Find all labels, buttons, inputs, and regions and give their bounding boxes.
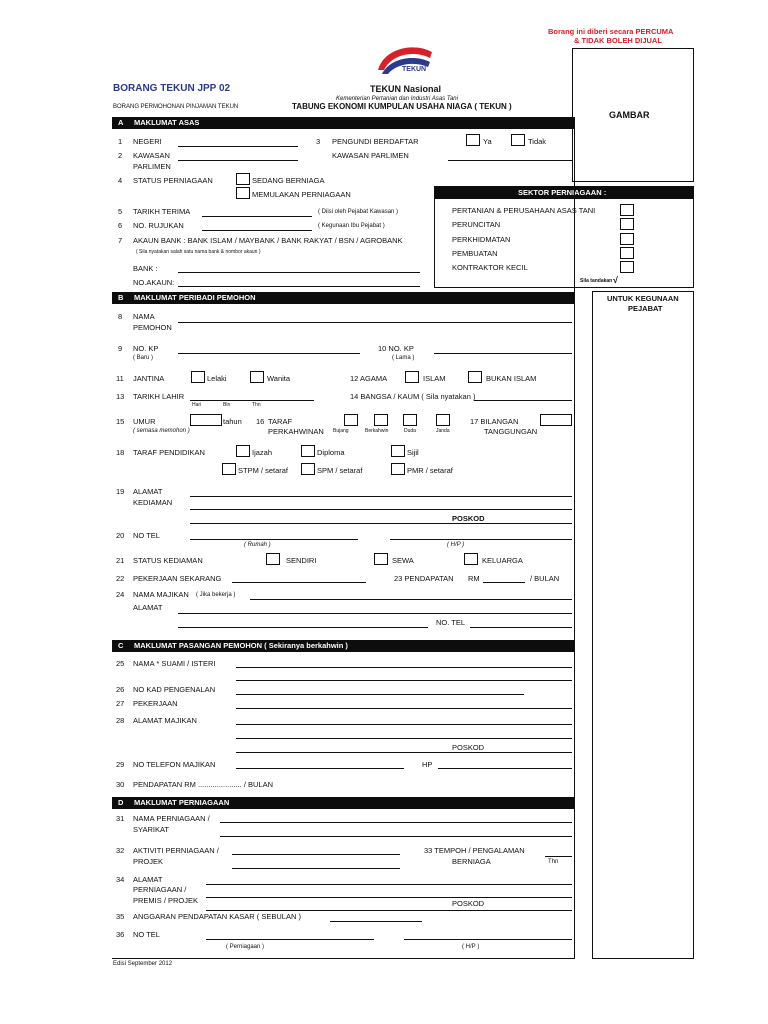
tarikh-terima-label: TARIKH TERIMA — [133, 207, 191, 216]
section-title: MAKLUMAT PERNIAGAAN — [134, 798, 230, 807]
stpm-label: STPM / setaraf — [238, 466, 289, 475]
diploma-label: Diploma — [317, 448, 345, 457]
item-number: 8 — [118, 312, 123, 321]
rujukan-label: NO. RUJUKAN — [133, 221, 184, 230]
tempoh-label: 33 TEMPOH / PENGALAMAN — [424, 846, 525, 855]
ijazah-label: Ijazah — [252, 448, 273, 457]
photo-box[interactable] — [572, 48, 694, 182]
rm-label: RM — [468, 574, 480, 583]
item-number: 6 — [118, 221, 123, 230]
poskod-perniagaan-label: POSKOD — [452, 899, 485, 908]
pengundi-label: PENGUNDI BERDAFTAR — [332, 137, 419, 146]
office-use-label: UNTUK KEGUNAAN — [607, 294, 679, 303]
nama-perniagaan-label: NAMA PERNIAGAAN / — [133, 814, 210, 823]
item-number: 27 — [116, 699, 125, 708]
perniagaan-label: PERNIAGAAN / — [133, 885, 187, 894]
nokp-label: NO. KP — [133, 344, 159, 353]
item-number: 13 — [116, 392, 125, 401]
kawasan-label: KAWASAN — [133, 151, 170, 160]
islam-label: ISLAM — [423, 374, 446, 383]
edition-label: Edisi September 2012 — [113, 961, 173, 967]
item-number: 26 — [116, 685, 125, 694]
item-number: 24 — [116, 590, 125, 599]
sendiri-label: SENDIRI — [286, 556, 317, 565]
tick-mark-icon: √ — [613, 275, 618, 285]
alamat-label: ALAMAT — [133, 487, 163, 496]
sektor-peruncitan-checkbox[interactable] — [620, 218, 634, 230]
thn-label: Thn — [252, 402, 261, 408]
tekun-logo — [374, 40, 436, 84]
hp-perniagaan-note: ( H/P ) — [462, 944, 480, 950]
section-letter: C — [118, 641, 124, 650]
baru-note: ( Baru ) — [133, 355, 154, 361]
sektor-title: SEKTOR PERNIAGAAN : — [518, 188, 607, 197]
spm-label: SPM / setaraf — [317, 466, 363, 475]
no-tel-label: NO. TEL — [436, 618, 466, 627]
item-number: 19 — [116, 487, 125, 496]
photo-label: GAMBAR — [609, 110, 650, 120]
berniaga-label: BERNIAGA — [452, 857, 491, 866]
item-number: 29 — [116, 760, 125, 769]
item-number: 32 — [116, 846, 125, 855]
tarikh-lahir-label: TARIKH LAHIR — [133, 392, 185, 401]
umur-label: UMUR — [133, 417, 156, 426]
item-number: 30 — [116, 780, 125, 789]
item-number: 15 — [116, 417, 125, 426]
bujang-label: Bujang — [333, 428, 349, 434]
section-title: MAKLUMAT PERIBADI PEMOHON — [134, 293, 256, 302]
kegunaan-note: ( Kegunaan Ibu Pejabat ) — [318, 223, 385, 229]
form-code: BORANG TEKUN JPP 02 — [113, 83, 231, 94]
memulakan-label: MEMULAKAN PERNIAGAAN — [252, 190, 351, 199]
sektor-pembuatan-checkbox[interactable] — [620, 247, 634, 259]
org-name: TEKUN Nasional — [370, 84, 442, 94]
item-number: 34 — [116, 875, 125, 884]
sektor-perkhidmatan-checkbox[interactable] — [620, 233, 634, 245]
item-number: 2 — [118, 151, 123, 160]
janda-label: Janda — [436, 428, 450, 434]
hp-note: ( H/P ) — [447, 542, 465, 548]
diisi-note: ( Diisi oleh Pejabat Kawasan ) — [318, 209, 399, 215]
kad-label: NO KAD PENGENALAN — [133, 685, 216, 694]
negeri-label: NEGERI — [133, 137, 162, 146]
akaun-label: AKAUN BANK : BANK ISLAM / MAYBANK / BANK RAKYAT / BSN / AGROBANK — [133, 236, 403, 245]
alamat-majikan-pasangan-label: ALAMAT MAJIKAN — [133, 716, 197, 725]
no-akaun-label: NO.AKAUN: — [133, 278, 175, 287]
sektor-kontraktor: KONTRAKTOR KECIL — [452, 263, 528, 272]
sektor-kontraktor-checkbox[interactable] — [620, 261, 634, 273]
parlimen-label: PARLIMEN — [133, 162, 171, 171]
item-number: 7 — [118, 236, 123, 245]
bangsa-label: 14 BANGSA / KAUM ( Sila nyatakan ) — [350, 392, 476, 401]
pendidikan-label: TARAF PENDIDIKAN — [133, 448, 205, 457]
status-label: STATUS PERNIAGAAN — [133, 176, 213, 185]
sektor-perkhidmatan: PERKHIDMATAN — [452, 235, 511, 244]
section-letter: A — [118, 118, 124, 127]
nama-label: NAMA — [133, 312, 155, 321]
sektor-pembuatan: PEMBUATAN — [452, 249, 498, 258]
notice-not-for-sale: & TIDAK BOLEH DIJUAL — [574, 36, 662, 45]
semasa-note: ( semasa memohon ) — [133, 428, 190, 434]
thn-unit-label: Thn — [548, 859, 559, 865]
aktiviti-label: AKTIVITI PERNIAGAAN / — [133, 846, 219, 855]
bilangan-label: 17 BILANGAN — [470, 417, 519, 426]
berkahwin-label: Berkahwin — [365, 428, 389, 434]
projek-label: PROJEK — [133, 857, 164, 866]
lelaki-label: Lelaki — [207, 374, 227, 383]
pendapatan-label: 23 PENDAPATAN — [394, 574, 454, 583]
item-number: 5 — [118, 207, 123, 216]
nama-pasangan-label: NAMA * SUAMI / ISTERI — [133, 659, 216, 668]
notice-free: Borang ini diberi secara PERCUMA — [548, 27, 674, 36]
agama-label: 12 AGAMA — [350, 374, 388, 383]
fund-name: TABUNG EKONOMI KUMPULAN USAHA NIAGA ( TEKUN ) — [292, 102, 512, 111]
office-use-column — [592, 291, 694, 959]
item-number: 35 — [116, 912, 125, 921]
nokp-lama-label: 10 NO. KP — [378, 344, 414, 353]
alamat-perniagaan-label: ALAMAT — [133, 875, 163, 884]
akaun-note: ( Sila nyatakan salah satu nama bank & nombor akaun ) — [136, 249, 261, 255]
item-number: 20 — [116, 531, 125, 540]
hp-pasangan-label: HP — [422, 760, 433, 769]
form-description: BORANG PERMOHONAN PINJAMAN TEKUN — [113, 104, 239, 110]
no-label: Tidak — [528, 137, 547, 146]
item-number: 25 — [116, 659, 125, 668]
bulan-label: / BULAN — [530, 574, 560, 583]
keluarga-label: KELUARGA — [482, 556, 523, 565]
office-use-label-2: PEJABAT — [628, 304, 663, 313]
ministry-name: Kementerian Pertanian dan Industri Asas Tani — [336, 96, 458, 102]
wanita-label: Wanita — [267, 374, 291, 383]
kediaman-label: KEDIAMAN — [133, 498, 173, 507]
duda-label: Duda — [404, 428, 416, 434]
item-number: 28 — [116, 716, 125, 725]
alamat-majikan-label: ALAMAT — [133, 603, 163, 612]
tahun-label: tahun — [223, 417, 242, 426]
rumah-note: ( Rumah ) — [244, 542, 271, 548]
item-number: 22 — [116, 574, 125, 583]
jika-note: ( Jika bekerja ) — [196, 592, 236, 598]
sijil-label: Sijil — [407, 448, 419, 457]
item-number: 21 — [116, 556, 125, 565]
section-title: MAKLUMAT ASAS — [134, 118, 200, 127]
item-number: 11 — [116, 374, 124, 383]
sektor-peruncitan: PERUNCITAN — [452, 220, 501, 229]
pemohon-label: PEMOHON — [133, 323, 172, 332]
item-number: 4 — [118, 176, 123, 185]
jantina-label: JANTINA — [133, 374, 165, 383]
poskod-pasangan-label: POSKOD — [452, 743, 485, 752]
section-title: MAKLUMAT PASANGAN PEMOHON ( Sekiranya berkahwin ) — [134, 641, 348, 650]
tick-note: Sila tandakan — [580, 278, 613, 284]
perniagaan-note: ( Perniagaan ) — [226, 944, 265, 950]
section-letter: B — [118, 293, 124, 302]
item-number: 1 — [118, 137, 123, 146]
notel-label: NO TEL — [133, 531, 160, 540]
item-number: 16 — [256, 417, 265, 426]
syarikat-label: SYARIKAT — [133, 825, 169, 834]
yes-label: Ya — [483, 137, 492, 146]
lama-note: ( Lama ) — [392, 355, 415, 361]
logo-text: TEKUN — [402, 66, 427, 73]
item-number: 31 — [116, 814, 125, 823]
status-kediaman-label: STATUS KEDIAMAN — [133, 556, 203, 565]
poskod-label: POSKOD — [452, 514, 485, 523]
item-number: 3 — [316, 137, 321, 146]
bln-label: Bln — [223, 402, 231, 408]
majikan-label: NAMA MAJIKAN — [133, 590, 189, 599]
item-number: 9 — [118, 344, 123, 353]
sedang-label: SEDANG BERNIAGA — [252, 176, 325, 185]
sektor-pertanian: PERTANIAN & PERUSAHAAN ASAS TANI — [452, 206, 596, 215]
telefon-majikan-label: NO TELEFON MAJIKAN — [133, 760, 216, 769]
pendapatan-pasangan-label: PENDAPATAN RM ..................... / BULAN — [133, 780, 274, 789]
tanggungan-label: TANGGUNGAN — [484, 427, 538, 436]
item-number: 36 — [116, 930, 125, 939]
sektor-pertanian-checkbox[interactable] — [620, 204, 634, 216]
perkahwinan-label: PERKAHWINAN — [268, 427, 324, 436]
pmr-label: PMR / setaraf — [407, 466, 453, 475]
item-number: 18 — [116, 448, 125, 457]
bukan-islam-label: BUKAN ISLAM — [486, 374, 537, 383]
section-letter: D — [118, 798, 124, 807]
form-border — [112, 117, 575, 959]
anggaran-label: ANGGARAN PENDAPATAN KASAR ( SEBULAN ) — [133, 912, 301, 921]
kawasan-parlimen-label: KAWASAN PARLIMEN — [332, 151, 409, 160]
notel-perniagaan-label: NO TEL — [133, 930, 160, 939]
taraf-label: TARAF — [268, 417, 293, 426]
premis-label: PREMIS / PROJEK — [133, 896, 199, 905]
pekerjaan-label: PEKERJAAN SEKARANG — [133, 574, 222, 583]
hari-label: Hari — [192, 402, 202, 408]
sewa-label: SEWA — [392, 556, 414, 565]
bank-label: BANK : — [133, 264, 158, 273]
pekerjaan-pasangan-label: PEKERJAAN — [133, 699, 178, 708]
